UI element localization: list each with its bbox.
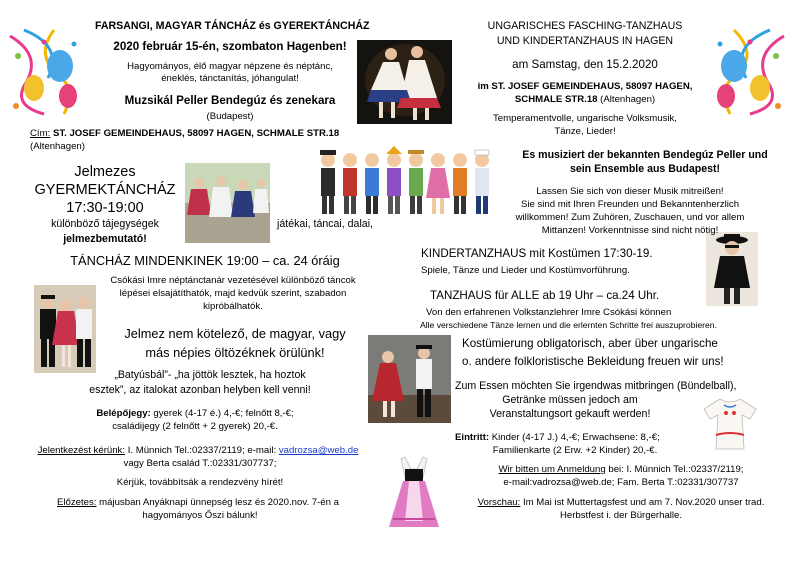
stage-dancers-photo [368,335,451,423]
de-preview-2: Herbstfest i. der Bürgerhalle. [559,510,683,521]
hu-band-origin: (Budapest) [206,111,254,122]
de-style-1: Temperamentvolle, ungarische Volksmusik, [493,113,677,124]
dirndl-dress-illustration [385,455,443,531]
hu-kids-games: játékai, táncai, dalai, [277,218,373,230]
de-band-1: Es musiziert der bekannten Bendegúz Peller und [522,149,768,161]
hu-fee-line [40,408,350,420]
hu-fee-2: családijegy (2 felnőtt + 2 gyerek) 20,-€. [112,421,278,432]
de-invite-1: Lassen Sie sich von dieser Musik mitreißen! [536,186,724,197]
de-reg-label: Wir bitten um Anmeldung [498,464,606,475]
hu-teacher-2: lépései elsajátíthatók, majd kedvük szerint, szabadon [119,288,347,299]
de-costume-1: Kostümierung obligatorisch, aber über ungarische [462,337,718,350]
de-invite-4: Mittanzen! Vorkenntnisse sind nicht nötig! [541,225,719,236]
de-venue-town: (Altenhagen) [600,94,656,105]
de-style-2: Tänze, Lieder! [554,126,616,137]
hu-intro-1: Hagyományos, élő magyar népzene és néptánc, [127,61,333,72]
de-preview-1: Im Mai ist Muttertagsfest und am 7. Nov.2020 unser trad. [522,497,765,508]
hu-address-town: (Altenhagen) [30,141,85,152]
de-invite-2: Sie sind mit Ihren Freunden und Bekanntenherzlich [520,199,740,210]
de-venue-1: im ST. JOSEF GEMEINDEHAUS, 58097 HAGEN, [477,81,693,92]
de-invite-3: willkommen! Zum Zuhören, Zuschauen, und vor allem [515,212,745,223]
de-kids-1: KINDERTANZHAUS mit Kostümen 17:30-19. [421,247,653,260]
de-kids-2: Spiele, Tänze und Lieder und Kostümvorführung. [421,265,630,276]
de-venue-2: SCHMALE STR.18 [514,94,598,105]
hu-costume-2: más népies öltözéknek örülünk! [145,345,325,360]
hu-title: FARSANGI, MAGYAR TÁNCHÁZ és GYEREKTÁNCHÁZ [95,20,370,32]
de-title-2: UND KINDERTANZHAUS IN HAGEN [496,35,674,47]
hu-preview-label: Előzetes: [57,497,97,508]
de-food-1: Zum Essen möchten Sie irgendwas mitbringen (Bündelball), [455,380,737,392]
hu-date: 2020 február 15-én, szombaton Hagenben! [113,40,347,53]
hu-address: ST. JOSEF GEMEINDEHAUS, 58097 HAGEN, SCHMALE STR.18 [52,128,340,139]
hu-band: Muzsikál Peller Bendegúz és zenekara [124,94,336,107]
folk-dancers-group-photo [34,285,96,373]
de-date-line [450,58,720,72]
hu-reg-label: Jelentkezést kérünk: [37,445,126,456]
zorro-costume-photo [706,232,758,306]
de-registration-line [452,464,790,476]
de-all-2: Von den erfahrenen Volkstanzlehrer Imre Csókási können [426,307,672,318]
hu-teacher-3: kipróbálhatók. [203,301,263,312]
de-reg-2: e-mail:vadrozsa@web.de; Fam. Berta T.:02331/307737 [503,477,739,488]
hu-share: Kérjük, továbbítsák a rendezvény hírét! [116,477,284,488]
hu-address-line [30,128,339,140]
de-all-1: TANZHAUS für ALLE ab 19 Uhr – ca.24 Uhr. [430,289,660,302]
de-fee-2: Familienkarte (2 Erw. +2 Kinder) 20,-€. [492,445,658,456]
hu-fee-1: gyerek (4-17 é.) 4,-€; felnőtt 8,-€; [153,408,294,419]
hu-address-label: Cím: [30,128,51,139]
dancing-couple-photo [357,40,452,124]
de-food-2: Getränke müssen jedoch am [502,394,638,406]
hu-kids-2: GYERMEKTÁNCHÁZ [34,182,176,198]
hu-teacher-1: Csókási Imre néptánctanár vezetésével különböző táncok [110,275,356,286]
hu-preview-2: hagyományos Őszi bálunk! [142,510,258,521]
de-food-3: Veranstaltungsort gekauft werden! [489,408,651,420]
hu-costume-1: Jelmez nem kötelező, de magyar, vagy [124,326,346,341]
de-title-1: UNGARISCHES FASCHING-TANZHAUS [487,20,683,32]
de-preview-line [452,497,790,509]
de-fee-line [455,432,660,444]
hu-reg-email-link[interactable]: vadrozsa@web.de [278,445,359,456]
de-fee-1: Kinder (4-17 J.) 4,-€; Erwachsene: 8,-€; [491,432,660,443]
hu-reg-text: I. Münnich Tel.:02337/2119; e-mail: [127,445,277,456]
hu-intro-2: éneklés, tánctanítás, jóhangulat! [161,73,299,84]
hu-kids-regions: különböző tájegységek [51,218,159,230]
de-venue-line-2 [460,94,710,106]
hu-preview-line [18,497,378,509]
hu-kids-1: Jelmezes [74,164,136,180]
de-date: Samstag, den 15.2.2020 [531,58,658,71]
hu-potluck-1: „Batyúsbál”- „ha jöttök lesztek, ha hoztok [114,369,306,381]
de-fee-label: Eintritt: [455,432,490,443]
hu-potluck-2: esztek”, az italokat azonban helyben kell venni! [89,384,311,396]
hu-dance-all: TÁNCHÁZ MINDENKINEK 19:00 – ca. 24 óráig [70,253,340,268]
hu-kids-costume: jelmezbemutató! [63,233,147,245]
balloons-left-image [4,26,84,118]
hu-kids-time: 17:30-19:00 [66,200,144,216]
de-all-3: Alle verschiedene Tänze lernen und die erlernten Schritte frei auszuprobieren. [420,320,717,330]
de-costume-2: o. andere folkloristische Bekleidung freuen wir uns! [462,355,724,368]
de-band-2: sein Ensemble aus Budapest! [569,163,721,175]
de-reg-1: bei: I. Münnich Tel.:02337/2119; [608,464,744,475]
de-date-prefix: am [512,58,529,71]
children-dancing-photo [185,163,270,243]
hu-reg-2: vagy Berta család T.:02331/307737; [123,458,277,469]
folk-blouse-illustration [702,395,758,453]
hu-registration-line [18,445,378,457]
hu-fee-label: Belépőjegy: [96,408,151,419]
hu-preview-1: májusban Anyáknapi ünnepség lesz és 2020.nov. 7-én a [99,497,339,508]
de-preview-label: Vorschau: [477,497,521,508]
